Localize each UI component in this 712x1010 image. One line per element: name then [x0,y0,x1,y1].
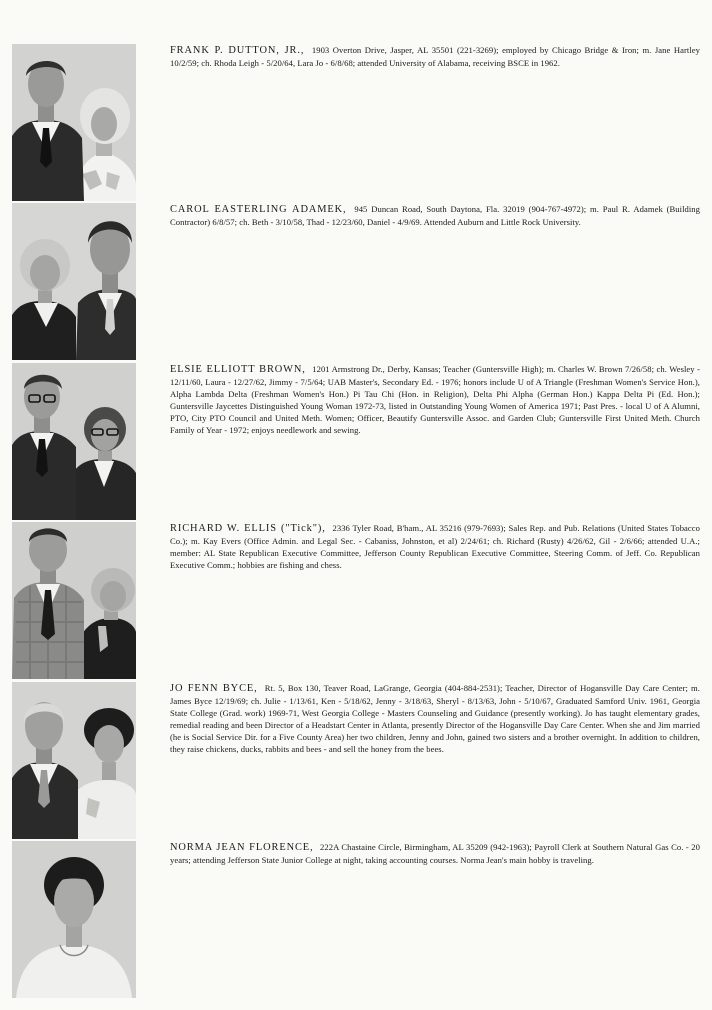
couple-photo [12,682,136,839]
couple-photo-illustration [12,682,136,839]
alumni-entry [0,682,712,840]
entry-details: 2336 Tyler Road, B'ham., AL 35216 (979-7693); Sales Rep. and Pub. Relations (United States Tobacco Co.); m. Kay Evers (Office Admin. and Legal Sec. - Cabaniss, Johnston, et al) 2/24/61; ch. Richard (Rusty) 4/26/62, Gil - 2/6/66; attended U.A.; member: AL State Republican Executive Committee, Jefferson County Republican Executive Committee, Steering Comm. of Jeff. Co. Republican Executive Comm.; hobbies are fishing and chess. [170,523,700,570]
entry-name: CAROL EASTERLING ADAMEK, [170,204,347,215]
alumni-entry [0,841,712,999]
entry-details: 222A Chastaine Circle, Birmingham, AL 35209 (942-1963); Payroll Clerk at Southern Natural Gas Co. - 20 years; attending Jefferson State Junior College at night, taking accounting courses. Norma Jean's main hobby is traveling. [170,842,700,865]
entry-details: 945 Duncan Road, South Daytona, Fla. 32019 (904-767-4972); m. Paul R. Adamek (Building Contractor) 6/8/57; ch. Beth - 3/10/58, Thad - 12/23/60, Daniel - 4/9/69. Attended Auburn and Little Rock University. [170,204,700,227]
alumni-entry [0,522,712,680]
alumni-entry [0,44,712,202]
entry-name: NORMA JEAN FLORENCE, [170,842,314,853]
entry-details: 1903 Overton Drive, Jasper, AL 35501 (221-3269); employed by Chicago Bridge & Iron; m. Jane Hartley 10/2/59; ch. Rhoda Leigh - 5/20/64, Lara Jo - 6/8/68; attended University of Alabama, receiving BSCE in 1962. [170,45,700,68]
couple-photo [12,522,136,679]
couple-photo [12,203,136,360]
portrait-photo-illustration [12,841,136,998]
entry-name: FRANK P. DUTTON, JR., [170,45,305,56]
couple-photo [12,44,136,201]
portrait-photo [12,841,136,998]
entry-text [170,203,700,228]
alumni-entry [0,203,712,361]
entry-text [170,841,700,866]
couple-photo-illustration [12,203,136,360]
alumni-entry [0,363,712,521]
entry-name: RICHARD W. ELLIS ("Tick"), [170,523,326,534]
entry-name: ELSIE ELLIOTT BROWN, [170,364,306,375]
entry-text [170,682,700,755]
entry-details: 1201 Armstrong Dr., Derby, Kansas; Teacher (Guntersville High); m. Charles W. Brown 7/26/58; ch. Wesley - 12/11/60, Laura - 12/27/62, Jimmy - 7/5/64; UAB Master's, Secondary Ed. - 1976; honors include U of A Triangle (Freshman Women's Service Hon.), Alpha Lambda Delta (Freshman Women's Hon.) Pi Tau Chi (Hon. in Religion), Delta Phi Alpha (German Hon.) Kappa Delta Pi (Ed. Hon.); Guntersville Jaycettes Distinguished Young Woman 1972-73, listed in Outstanding Young Women of America 1971; Past Pres. - local U of A Alumni, PTO, City PTO Council and United Meth. Women; Officer, Beautify Guntersville Assoc. and Garden Club; Guntersville First United Meth. Church Family of Year - 1972; enjoys needlework and sewing. [170,364,701,435]
couple-photo-illustration [12,44,136,201]
entry-name: JO FENN BYCE, [170,683,258,694]
couple-photo-illustration [12,522,136,679]
couple-photo-illustration [12,363,136,520]
entry-text [170,44,700,69]
couple-photo [12,363,136,520]
entry-text [170,522,700,571]
entry-details: Rt. 5, Box 130, Teaver Road, LaGrange, Georgia (404-884-2531); Teacher, Director of Hogansville Day Care Center; m. James Byce 12/19/69; ch. Julie - 1/13/61, Ken - 5/18/62, Jenny - 3/18/63, Sheryl - 8/13/63, John - 5/10/67, Graduated Samford Univ. 1961, Georgia State College (Grad. work) 1969-71, West Georgia College - Masters Counseling and Guidance (presently working). Jo has taught elementary grades, remedial reading and been Director of a Headstart Center in Atlanta, presently Director of the Hogansville Day Care Center. When she and Jim married (he is Social Service Dir. for a Five County Area) her two children, Jenny and John, gained two sisters and a brother overnight. In addition to children, they raise chickens, ducks, rabbits and bees - and sell the honey from the bees. [170,683,700,754]
entry-text [170,363,700,436]
